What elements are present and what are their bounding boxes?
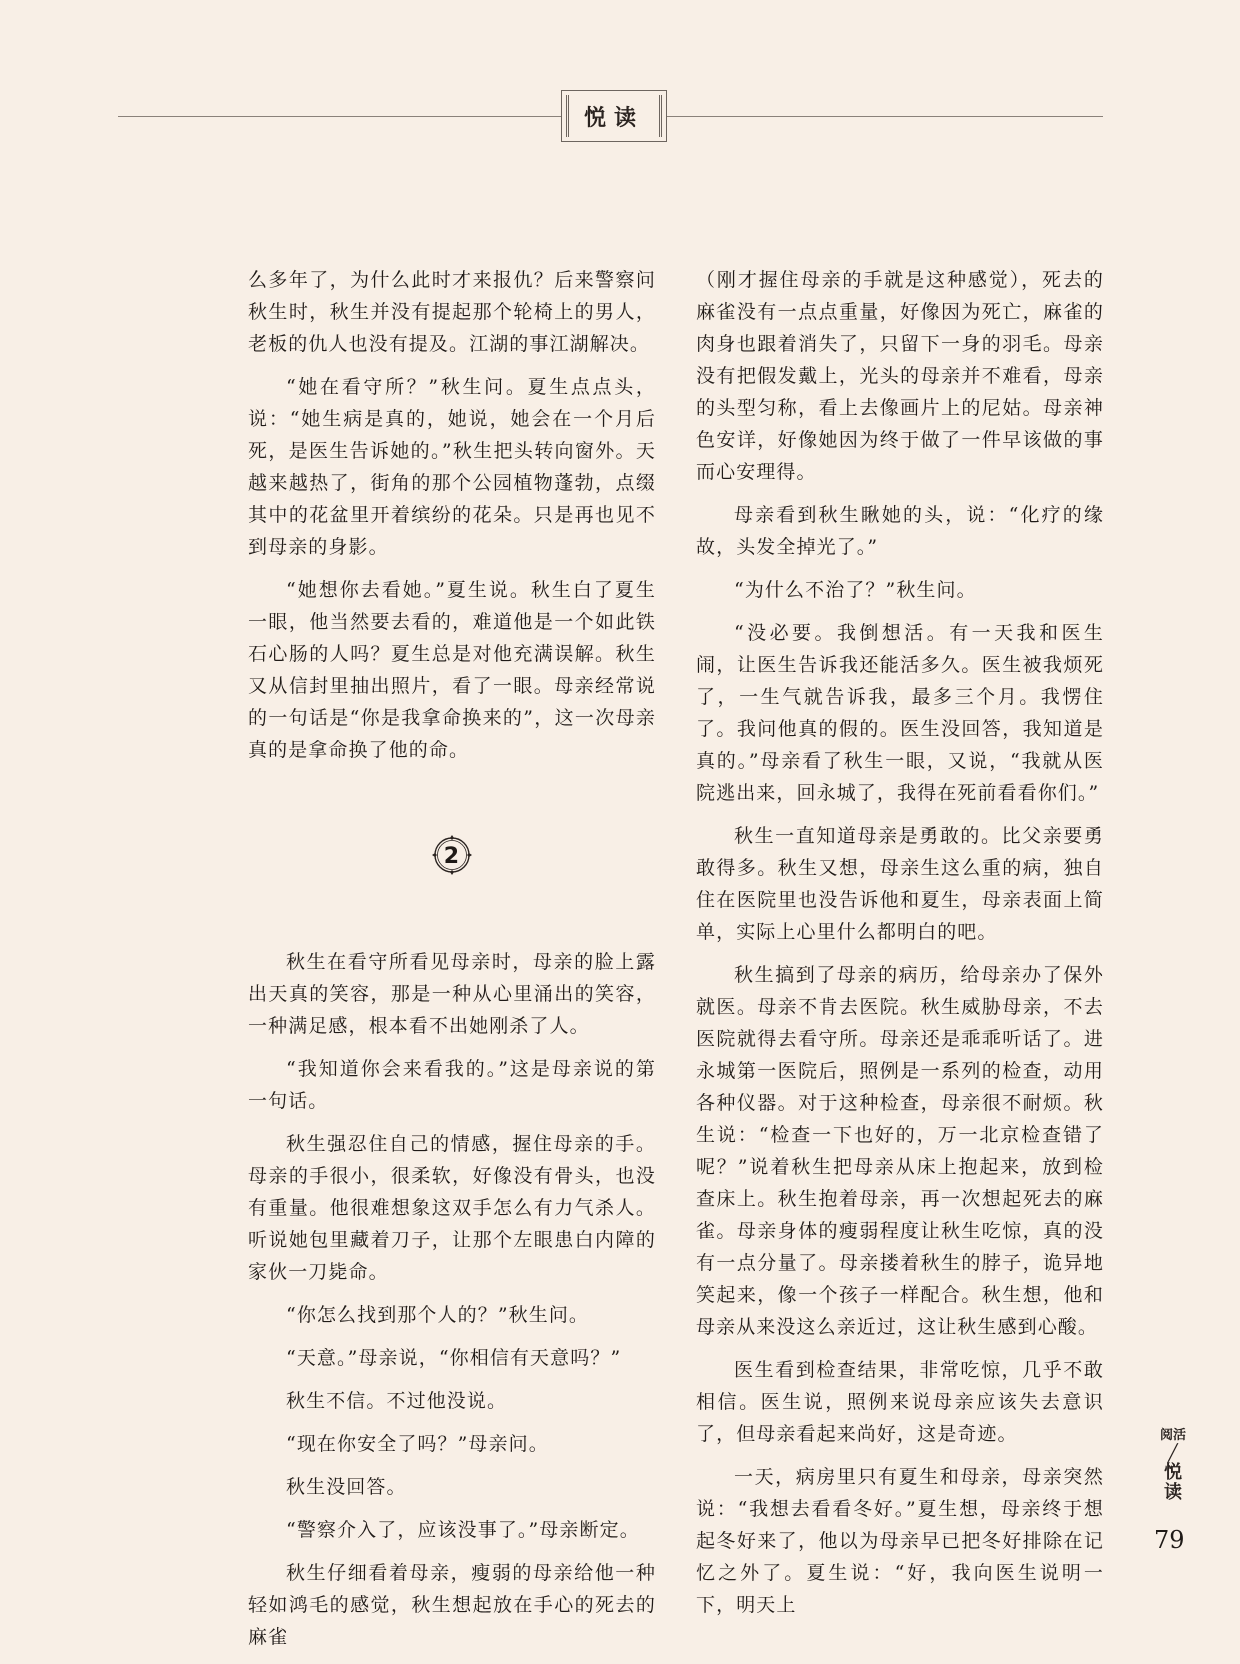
page-number: 79 bbox=[1154, 1526, 1185, 1554]
paragraph: 一天，病房里只有夏生和母亲，母亲突然说：“我想去看看冬好。”夏生想，母亲终于想起冬好来了，他以为母亲早已把冬好排除在记忆之外了。夏生说：“好，我向医生说明一下，明天上 bbox=[696, 1466, 1104, 1616]
paragraph: 秋生搞到了母亲的病历，给母亲办了保外就医。母亲不肯去医院。秋生威胁母亲，不去医院就得去看守所。母亲还是乖乖听话了。进永城第一医院后，照例是一系列的检查，动用各种仪器。对于这种检查，母亲很不耐烦。秋生说：“检查一下也好的，万一北京检查错了呢？”说着秋生把母亲从床上抱起来，放到检查床上。秋生抱着母亲，再一次想起死去的麻雀。母亲身体的瘦弱程度让秋生吃惊，真的没有一点分量了。母亲搂着秋生的脖子，诡异地笑起来，像一个孩子一样配合。秋生想，他和母亲从来没这么亲近过，这让秋生感到心酸。 bbox=[696, 964, 1104, 1338]
paragraph: 么多年了，为什么此时才来报仇？后来警察问秋生时，秋生并没有提起那个轮椅上的男人，老板的仇人也没有提及。江湖的事江湖解决。 bbox=[248, 269, 656, 355]
paragraph: “我知道你会来看我的。”这是母亲说的第一句话。 bbox=[248, 1058, 656, 1112]
header-title: 悦读 bbox=[583, 105, 644, 131]
paragraph: “现在你安全了吗？”母亲问。 bbox=[286, 1433, 549, 1455]
paragraph: 秋生仔细看着母亲，瘦弱的母亲给他一种轻如鸿毛的感觉，秋生想起放在手心的死去的麻雀 bbox=[248, 1562, 656, 1648]
paragraph: 秋生不信。不过他没说。 bbox=[286, 1390, 508, 1412]
section-number: 2 bbox=[443, 844, 461, 869]
paragraph: “为什么不治了？”秋生问。 bbox=[734, 579, 977, 601]
paragraph: 秋生一直知道母亲是勇敢的。比父亲要勇敢得多。秋生又想，母亲生这么重的病，独自住在医院里也没告诉他和夏生，母亲表面上简单，实际上心里什么都明白的吧。 bbox=[696, 825, 1104, 943]
paragraph: 秋生强忍住自己的情感，握住母亲的手。母亲的手很小，很柔软，好像没有骨头，也没有重量。他很难想象这双手怎么有力气杀人。听说她包里藏着刀子，让那个左眼患白内障的家伙一刀毙命。 bbox=[248, 1133, 656, 1283]
side-section-label bbox=[1158, 1428, 1188, 1503]
side-label-small: 阅活 bbox=[1159, 1428, 1186, 1443]
paragraph: “警察介入了，应该没事了。”母亲断定。 bbox=[286, 1519, 640, 1541]
paragraph: （刚才握住母亲的手就是这种感觉），死去的麻雀没有一点点重量，好像因为死亡，麻雀的肉身也跟着消失了，只留下一身的羽毛。母亲没有把假发戴上，光头的母亲并不难看，母亲的头型匀称，看上去像画片上的尼姑。母亲神色安详，好像她因为终于做了一件早该做的事而心安理得。 bbox=[696, 269, 1104, 483]
right-column bbox=[696, 264, 1104, 1632]
paragraph: “天意。”母亲说，“你相信有天意吗？” bbox=[286, 1347, 622, 1369]
paragraph: 秋生在看守所看见母亲时，母亲的脸上露出天真的笑容，那是一种从心里涌出的笑容，一种满足感，根本看不出她刚杀了人。 bbox=[248, 951, 656, 1037]
paragraph: “她在看守所？”秋生问。夏生点点头，说：“她生病是真的，她说，她会在一个月后死，是医生告诉她的。”秋生把头转向窗外。天越来越热了，街角的那个公园植物蓬勃，点缀其中的花盆里开着缤纷的花朵。只是再也见不到母亲的身影。 bbox=[248, 376, 656, 558]
side-label-slash: ╱ bbox=[1168, 1443, 1178, 1462]
section-marker bbox=[431, 834, 473, 876]
paragraph: 医生看到检查结果，非常吃惊，几乎不敢相信。医生说，照例来说母亲应该失去意识了，但母亲看起来尚好，这是奇迹。 bbox=[696, 1359, 1104, 1445]
left-column bbox=[248, 264, 656, 1664]
paragraph: “你怎么找到那个人的？”秋生问。 bbox=[286, 1304, 590, 1326]
paragraph: “没必要。我倒想活。有一天我和医生闹，让医生告诉我还能活多久。医生被我烦死了，一生气就告诉我，最多三个月。我愣住了。我问他真的假的。医生没回答，我知道是真的。”母亲看了秋生一眼，又说，“我就从医院逃出来，回永城了，我得在死前看看你们。” bbox=[696, 622, 1104, 804]
paragraph: 秋生没回答。 bbox=[286, 1476, 407, 1498]
paragraph: “她想你去看她。”夏生说。秋生白了夏生一眼，他当然要去看的，难道他是一个如此铁石心肠的人吗？夏生总是对他充满误解。秋生又从信封里抽出照片，看了一眼。母亲经常说的一句话是“你是我拿命换来的”，这一次母亲真的是拿命换了他的命。 bbox=[248, 579, 656, 761]
side-label-big: 悦读 bbox=[1164, 1462, 1182, 1503]
header-box bbox=[561, 90, 667, 142]
paragraph: 母亲看到秋生瞅她的头，说：“化疗的缘故，头发全掉光了。” bbox=[696, 504, 1104, 558]
